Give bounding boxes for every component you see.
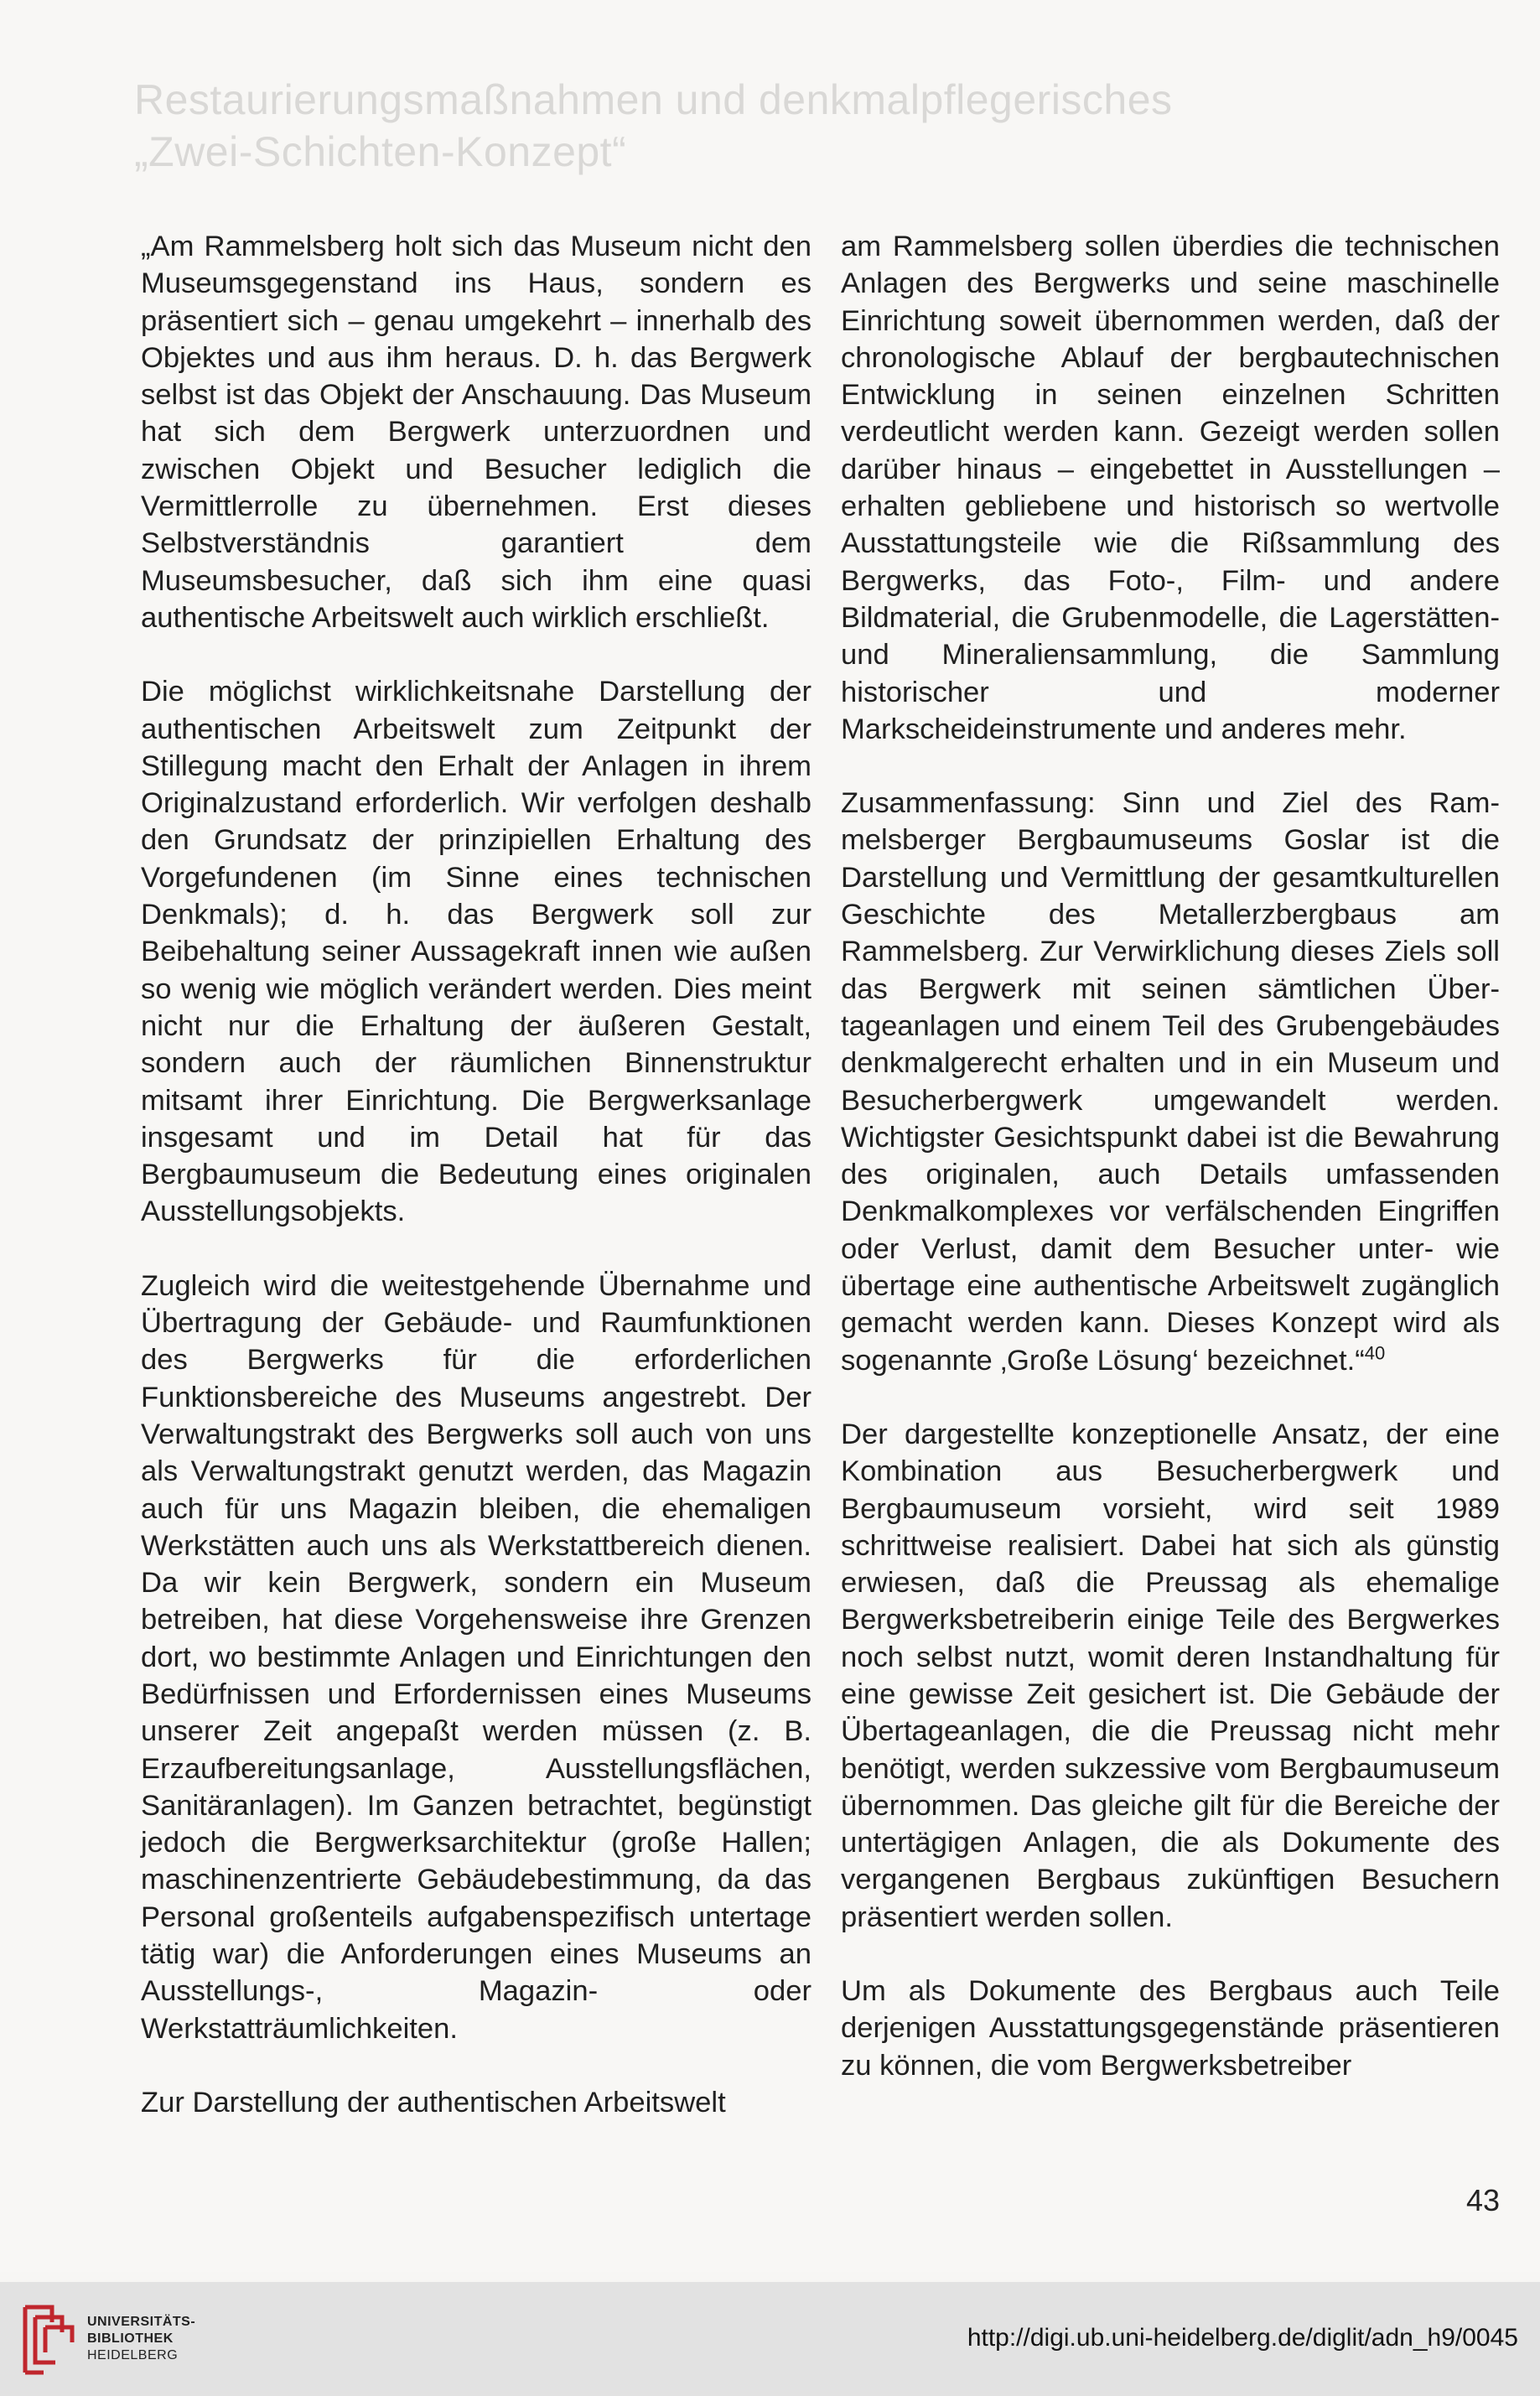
paragraph: Zugleich wird die weitestgehende Übernahme und Übertragung der Gebäude- und Raumfunktionen des Bergwerks für die erforderlichen Funktionsbereiche des Museums angestrebt. Der Verwaltungstrakt des Bergwerks soll auch von uns als Verwaltungstrakt genutzt werden, das Magazin auch für uns Magazin bleiben, die ehemaligen Werkstätten auch uns als Werkstattbereich dienen. Da wir kein Bergwerk, sondern ein Museum betreiben, hat diese Vorgehensweise ihre Grenzen dort, wo bestimmte Anlagen und Einrichtungen den Bedürfnissen und Erfordernissen eines Museums unserer Zeit angepaßt werden müssen (z. B. Erzaufbereitungsanlage, Ausstellungsflächen, Sanitäranlagen). Im Ganzen betrachtet, begünstigt jedoch die Bergwerksarchitektur (große Hallen; maschinenzentrierte Gebäudebestimmung, da das Personal großenteils aufgabenspezifisch untertage tätig war) die Anforderungen eines Museums an Ausstellungs-, Magazin- oder Werkstatträumlichkeiten.	[141, 1269, 811, 2045]
paragraph: „Am Rammelsberg holt sich das Museum nicht den Museumsgegenstand ins Haus, sondern es präsentiert sich – genau umgekehrt – innerhalb des Objektes und aus ihm heraus. D. h. das Bergwerk selbst ist das Objekt der Anschauung. Das Museum hat sich dem Bergwerk unterzuordnen und zwischen Objekt und Besucher lediglich die Vermittlerrolle zu übernehmen. Erst dieses Selbstverständnis garantiert dem Museumsbesucher, daß sich ihm eine quasi authentische Arbeitswelt auch wirklich erschließt.	[141, 231, 811, 634]
paragraph: Um als Dokumente des Bergbaus auch Teile derjenigen Ausstattungsgegenstände präsentieren zu können, die vom Bergwerksbetreiber	[841, 1975, 1500, 2082]
paragraph: am Rammelsberg sollen überdies die technischen Anlagen des Bergwerks und seine maschinelle Einrichtung soweit übernommen werden, daß der chronologische Ablauf der bergbautechnischen Entwicklung in seinen einzelnen Schritten verdeutlicht werden kann. Gezeigt werden sollen darüber hinaus – eingebettet in Ausstellungen – erhalten gebliebene und historisch so wertvolle Ausstattungsteile wie die Rißsammlung des Bergwerks, das Foto-, Film- und andere Bildmaterial, die Grubenmodelle, die Lagerstätten- und Mineraliensammlung, die Sammlung historischer und moderner Markscheideinstrumente und anderes mehr.	[841, 231, 1500, 745]
paragraph: Zur Darstellung der authentischen Arbeitswelt	[141, 2086, 726, 2119]
library-name-line: HEIDELBERG	[87, 2348, 179, 2362]
source-url[interactable]: http://digi.ub.uni-heidelberg.de/diglit/adn_h9/0045	[967, 2324, 1518, 2352]
paragraph-with-footnote	[841, 785, 1500, 1379]
left-column	[141, 228, 811, 2158]
library-name	[87, 2314, 195, 2364]
footer-bar	[0, 2282, 1540, 2396]
faint-heading: Restaurierungsmaßnahmen und denkmalpflegerisches „Zwei-Schichten-Konzept“	[134, 76, 1173, 175]
library-name-line: UNIVERSITÄTS-	[87, 2315, 196, 2329]
footnote-reference: 40	[1364, 1342, 1386, 1364]
paragraph: Der dargestellte konzeptionelle Ansatz, der eine Kombination aus Besucherbergwerk und Bergbaumuseum vorsieht, wird seit 1989 schrittweise realisiert. Dabei hat sich als günstig erwiesen, daß die Preussag als ehemalige Bergwerksbetreiberin einige Teile des Bergwerkes noch selbst nutzt, womit deren Instandhaltung für eine gewisse Zeit gesichert ist. Die Gebäude der Übertageanlagen, die die Preussag nicht mehr benötigt, werden sukzessive vom Bergbaumuseum übernommen. Das gleiche gilt für die Bereiche der untertägigen Anlagen, die als Dokumente des vergangenen Bergbaus zukünftigen Besuchern präsentiert werden sollen.	[841, 1418, 1500, 1933]
page-number: 43	[1465, 2183, 1500, 2217]
paragraph-text: Zusammenfassung: Sinn und Ziel des Rammelsberger Bergbaumuseums Goslar ist die Darstellung und Vermittlung der gesamtkulturellen Geschichte des Metallerzbergbaus am Rammelsberg. Zur Verwirklichung dieses Ziels soll das Bergwerk mit seinen sämtlichen Übertageanlagen und einem Teil des Grubengebäudes denkmalgerecht erhalten und in ein Museum und Besucherbergwerk umgewandelt werden. Wichtigster Gesichtspunkt dabei ist die Bewahrung des originalen, auch Details umfassenden Denkmalkomplexes vor verfälschenden Eingriffen oder Verlust, damit dem Besucher unter- wie übertage eine authentische Arbeitswelt zugänglich gemacht werden kann. Dieses Konzept wird als sogenannte ‚Große Lösung‘ bezeichnet.“	[841, 787, 1500, 1377]
right-column	[841, 228, 1500, 2121]
library-logo-icon	[18, 2302, 77, 2378]
library-name-line: BIBLIOTHEK	[87, 2331, 174, 2346]
paragraph: Die möglichst wirklichkeitsnahe Darstellung der authentischen Arbeitswelt zum Zeitpunkt der Stillegung macht den Erhalt der Anlagen in ihrem Originalzustand erforderlich. Wir verfolgen deshalb den Grundsatz der prinzipiellen Erhaltung des Vorgefundenen (im Sinne eines technischen Denkmals); d. h. das Bergwerk soll zur Beibehaltung seiner Aussagekraft innen wie außen so wenig wie möglich verändert werden. Dies meint nicht nur die Erhaltung der äußeren Gestalt, sondern auch der räumlichen Binnenstruktur mitsamt ihrer Einrichtung. Die Bergwerksanlage insgesamt und im Detail hat für das Bergbaumuseum die Bedeutung eines originalen Ausstellungsobjekts.	[141, 676, 811, 1228]
